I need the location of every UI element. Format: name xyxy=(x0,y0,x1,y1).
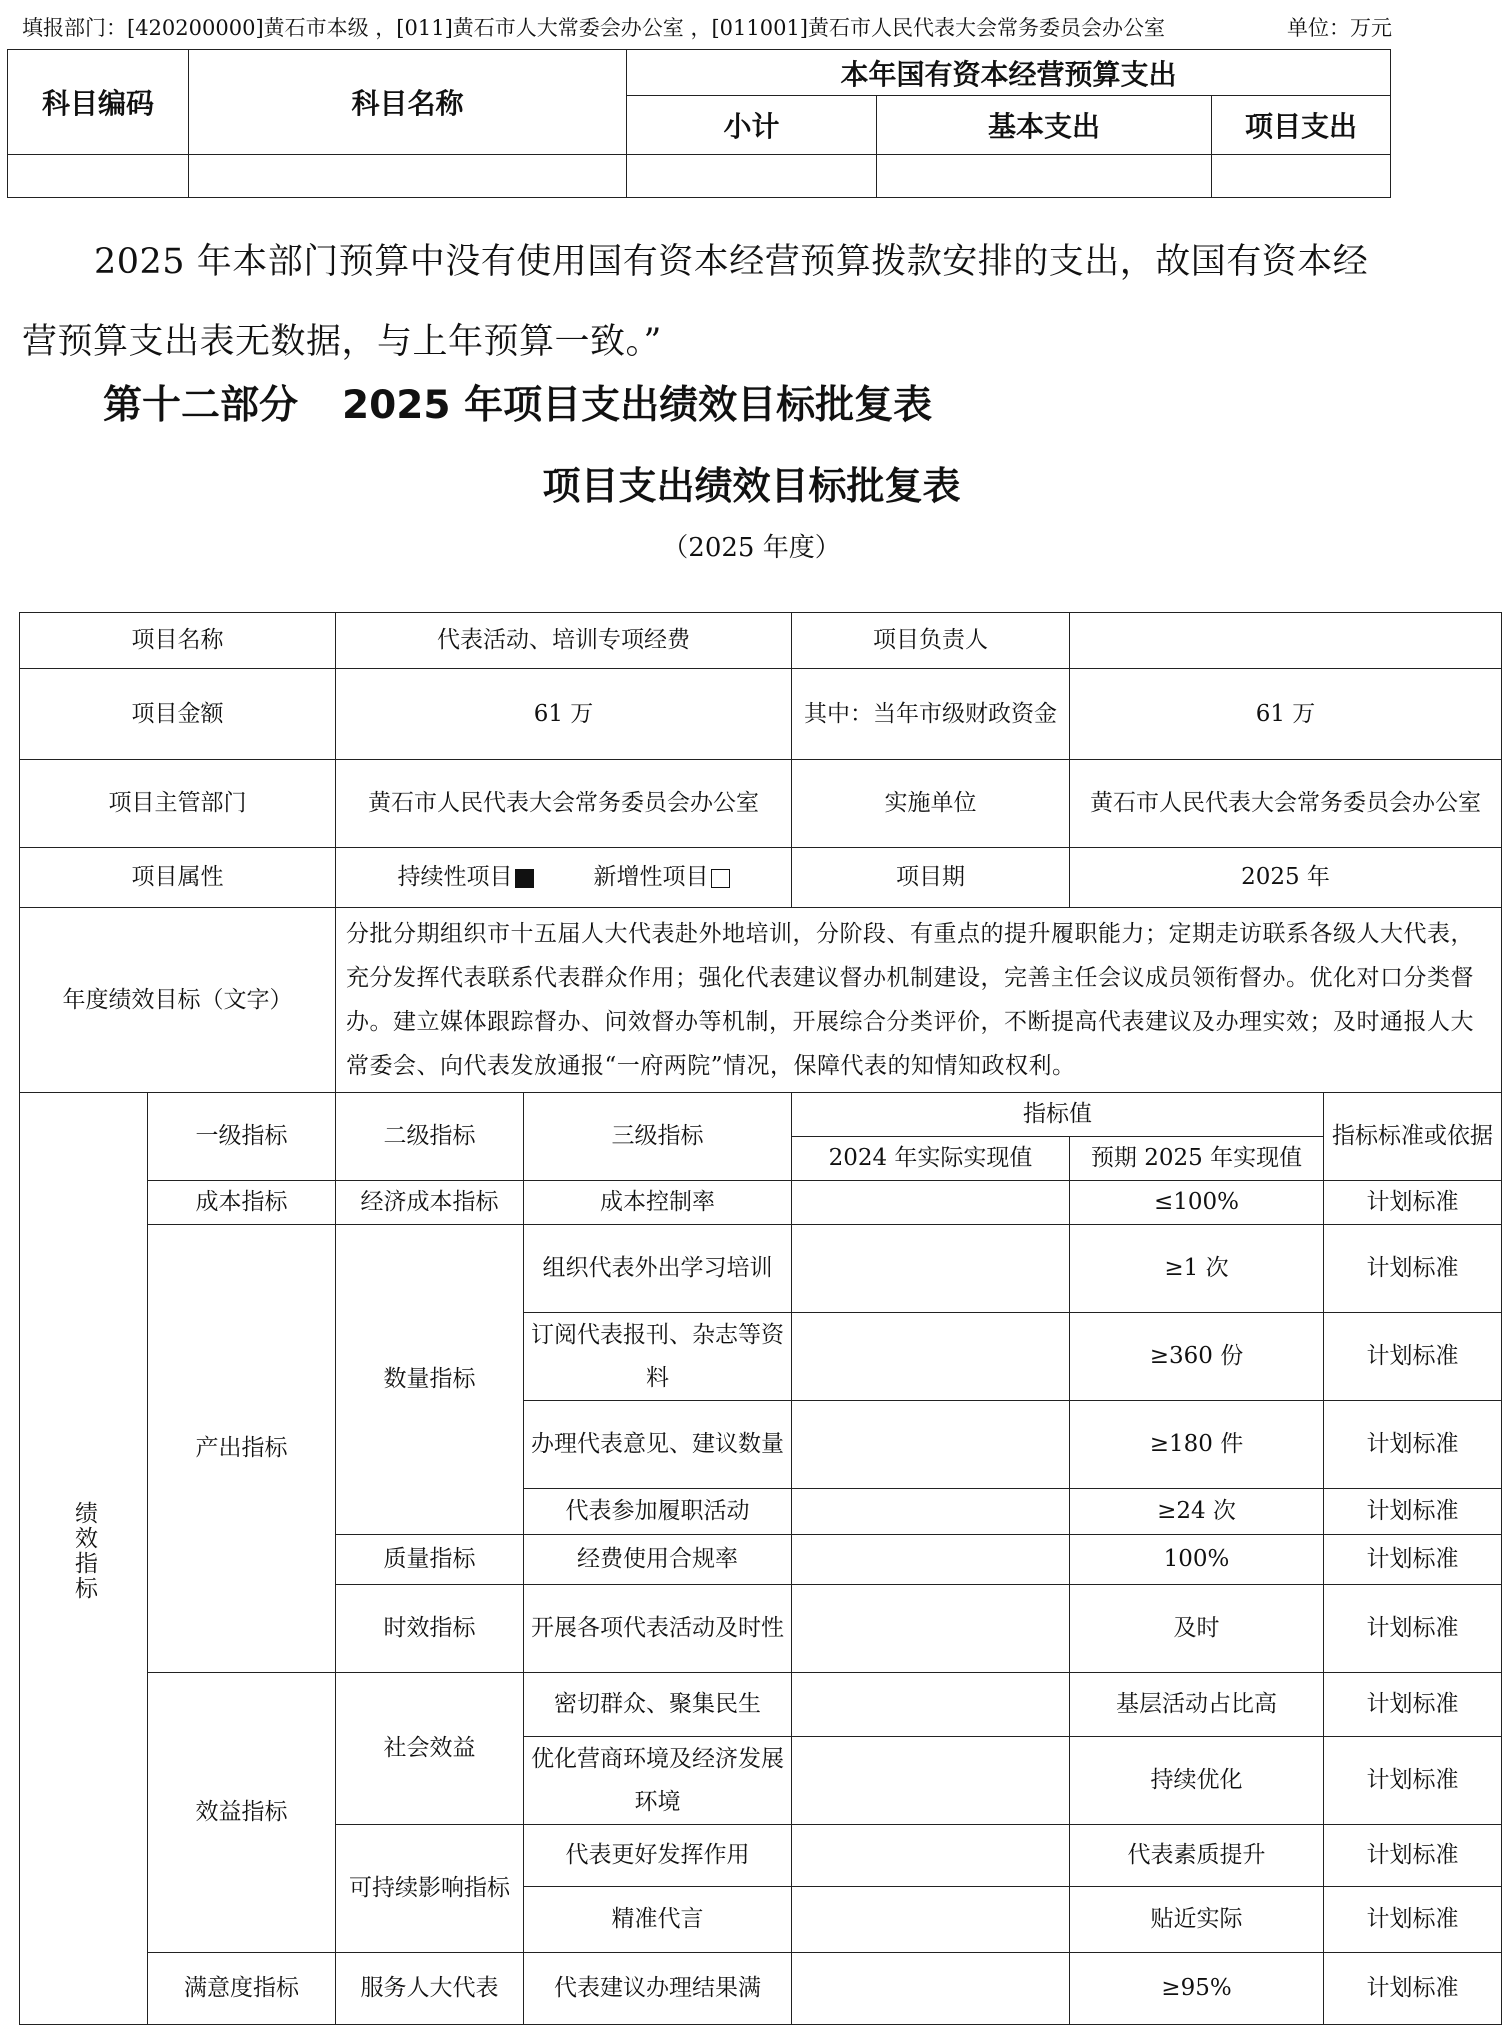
label-project-attribute: 项目属性 xyxy=(20,848,336,908)
header-subject-code: 科目编码 xyxy=(8,50,189,155)
note-text: 2025 年本部门预算中没有使用国有资本经营预算拨款安排的支出，故国有资本经营预算支出表无数据，与上年预算一致。” xyxy=(22,242,1369,362)
indicator-basis: 计划标准 xyxy=(1324,1825,1502,1887)
note-paragraph xyxy=(22,222,1382,382)
header-capital-expenditure: 本年国有资本经营预算支出 xyxy=(627,50,1391,96)
indicator-expected: ≥360 份 xyxy=(1070,1313,1324,1401)
indicator-expected: 贴近实际 xyxy=(1070,1887,1324,1953)
capital-budget-table xyxy=(7,49,1391,198)
table-cell xyxy=(8,155,189,198)
indicator-actual xyxy=(792,1181,1070,1225)
indicator-name: 代表更好发挥作用 xyxy=(524,1825,792,1887)
part-label: 第十二部分 xyxy=(103,383,299,428)
value-supervising-dept: 黄石市人民代表大会常务委员会办公室 xyxy=(336,760,792,848)
indicator-actual xyxy=(792,1489,1070,1535)
label-supervising-dept: 项目主管部门 xyxy=(20,760,336,848)
indicator-actual xyxy=(792,1673,1070,1737)
indicator-basis: 计划标准 xyxy=(1324,1887,1502,1953)
subgroup-serve: 服务人大代表 xyxy=(336,1953,524,2025)
indicator-name: 经费使用合规率 xyxy=(524,1535,792,1585)
value-city-fund: 61 万 xyxy=(1070,669,1502,760)
indicator-actual xyxy=(792,1225,1070,1313)
header-level1: 一级指标 xyxy=(148,1093,336,1181)
group-satisfaction: 满意度指标 xyxy=(148,1953,336,2025)
indicator-basis: 计划标准 xyxy=(1324,1673,1502,1737)
table-year-note: （2025 年度） xyxy=(662,533,841,563)
header-project-expenditure: 项目支出 xyxy=(1212,96,1391,155)
section-heading xyxy=(103,374,932,430)
indicator-name: 订阅代表报刊、杂志等资料 xyxy=(524,1313,792,1401)
subgroup-quality: 质量指标 xyxy=(336,1535,524,1585)
indicator-expected: 100% xyxy=(1070,1535,1324,1585)
unit-label: 单位：万元 xyxy=(1287,16,1392,40)
indicator-name: 精准代言 xyxy=(524,1887,792,1953)
value-annual-target: 分批分期组织市十五届人大代表赴外地培训，分阶段、有重点的提升履职能力；定期走访联系各级人大代表，充分发挥代表联系代表群众作用；强化代表建议督办机制建设，完善主任会议成员领衔督办。优化对口分类督办。建立媒体跟踪督办、问效督办等机制，开展综合分类评价，不断提高代表建议及办理实效；及时通报人大常委会、向代表发放通报“一府两院”情况，保障代表的知情知政权利。 xyxy=(336,908,1502,1093)
group-output: 产出指标 xyxy=(148,1225,336,1673)
checked-square-icon xyxy=(515,869,534,888)
indicator-name: 开展各项代表活动及时性 xyxy=(524,1585,792,1673)
indicator-actual xyxy=(792,1401,1070,1489)
unchecked-square-icon xyxy=(711,869,730,888)
indicator-expected: 代表素质提升 xyxy=(1070,1825,1324,1887)
group-benefit: 效益指标 xyxy=(148,1673,336,1953)
empty-data-row xyxy=(8,155,1391,198)
table-cell xyxy=(877,155,1212,198)
label-implementing-unit: 实施单位 xyxy=(792,760,1070,848)
value-project-name: 代表活动、培训专项经费 xyxy=(336,613,792,669)
value-project-leader xyxy=(1070,613,1502,669)
label-city-fund: 其中：当年市级财政资金 xyxy=(792,669,1070,760)
indicator-name: 优化营商环境及经济发展环境 xyxy=(524,1737,792,1825)
header-indicator-value: 指标值 xyxy=(792,1093,1324,1137)
indicator-basis: 计划标准 xyxy=(1324,1489,1502,1535)
indicator-actual xyxy=(792,1953,1070,2025)
value-project-amount: 61 万 xyxy=(336,669,792,760)
header-level3: 三级指标 xyxy=(524,1093,792,1181)
indicator-name: 代表参加履职活动 xyxy=(524,1489,792,1535)
indicator-name: 办理代表意见、建议数量 xyxy=(524,1401,792,1489)
indicator-name: 代表建议办理结果满 xyxy=(524,1953,792,2025)
indicator-actual xyxy=(792,1535,1070,1585)
value-project-attribute xyxy=(336,848,792,908)
indicator-expected: 及时 xyxy=(1070,1585,1324,1673)
indicator-expected: 基层活动占比高 xyxy=(1070,1673,1324,1737)
indicator-expected: ≥95% xyxy=(1070,1953,1324,2025)
side-label-performance: 绩效指标 xyxy=(20,1093,148,2025)
indicator-basis: 计划标准 xyxy=(1324,1181,1502,1225)
header-basis: 指标标准或依据 xyxy=(1324,1093,1502,1181)
table-title: 项目支出绩效目标批复表 xyxy=(542,464,961,508)
indicator-expected: ≥24 次 xyxy=(1070,1489,1324,1535)
table-row xyxy=(20,1225,1502,1313)
header-expected-2025: 预期 2025 年实现值 xyxy=(1070,1137,1324,1181)
subgroup-econ-cost: 经济成本指标 xyxy=(336,1181,524,1225)
indicator-basis: 计划标准 xyxy=(1324,1401,1502,1489)
indicator-name: 密切群众、聚集民生 xyxy=(524,1673,792,1737)
table-row xyxy=(20,1181,1502,1225)
indicator-actual xyxy=(792,1825,1070,1887)
part-title: 2025 年项目支出绩效目标批复表 xyxy=(342,383,933,428)
indicator-basis: 计划标准 xyxy=(1324,1225,1502,1313)
performance-target-table xyxy=(19,612,1502,2025)
table-row xyxy=(20,1673,1502,1737)
indicator-expected: 持续优化 xyxy=(1070,1737,1324,1825)
table-cell xyxy=(1212,155,1391,198)
header-level2: 二级指标 xyxy=(336,1093,524,1181)
header-subject-name: 科目名称 xyxy=(189,50,627,155)
indicator-basis: 计划标准 xyxy=(1324,1535,1502,1585)
indicator-expected: ≥1 次 xyxy=(1070,1225,1324,1313)
subgroup-social: 社会效益 xyxy=(336,1673,524,1825)
label-annual-target: 年度绩效目标（文字） xyxy=(20,908,336,1093)
new-project-label: 新增性项目 xyxy=(593,864,709,890)
subgroup-quantity: 数量指标 xyxy=(336,1225,524,1535)
value-implementing-unit: 黄石市人民代表大会常务委员会办公室 xyxy=(1070,760,1502,848)
header-actual-2024: 2024 年实际实现值 xyxy=(792,1137,1070,1181)
label-project-period: 项目期 xyxy=(792,848,1070,908)
header-basic-expenditure: 基本支出 xyxy=(877,96,1212,155)
indicator-actual xyxy=(792,1585,1070,1673)
indicator-actual xyxy=(792,1737,1070,1825)
value-project-period: 2025 年 xyxy=(1070,848,1502,908)
indicator-basis: 计划标准 xyxy=(1324,1585,1502,1673)
group-cost: 成本指标 xyxy=(148,1181,336,1225)
indicator-actual xyxy=(792,1313,1070,1401)
indicator-expected: ≥180 件 xyxy=(1070,1401,1324,1489)
label-project-leader: 项目负责人 xyxy=(792,613,1070,669)
reporting-department: 填报部门：[420200000]黄石市本级 ，[011]黄石市人大常委会办公室 ，[011001]黄石市人民代表大会常务委员会办公室 xyxy=(22,16,1165,40)
label-project-name: 项目名称 xyxy=(20,613,336,669)
header-subtotal: 小计 xyxy=(627,96,877,155)
indicator-expected: ≤100% xyxy=(1070,1181,1324,1225)
table-cell xyxy=(189,155,627,198)
subgroup-timeliness: 时效指标 xyxy=(336,1585,524,1673)
subgroup-sustain: 可持续影响指标 xyxy=(336,1825,524,1953)
report-header xyxy=(22,12,1392,44)
continuing-project-label: 持续性项目 xyxy=(397,864,513,890)
table-row xyxy=(20,1953,1502,2025)
indicator-name: 成本控制率 xyxy=(524,1181,792,1225)
table-cell xyxy=(627,155,877,198)
indicator-basis: 计划标准 xyxy=(1324,1313,1502,1401)
indicator-basis: 计划标准 xyxy=(1324,1737,1502,1825)
indicator-actual xyxy=(792,1887,1070,1953)
label-project-amount: 项目金额 xyxy=(20,669,336,760)
indicator-name: 组织代表外出学习培训 xyxy=(524,1225,792,1313)
indicator-basis: 计划标准 xyxy=(1324,1953,1502,2025)
